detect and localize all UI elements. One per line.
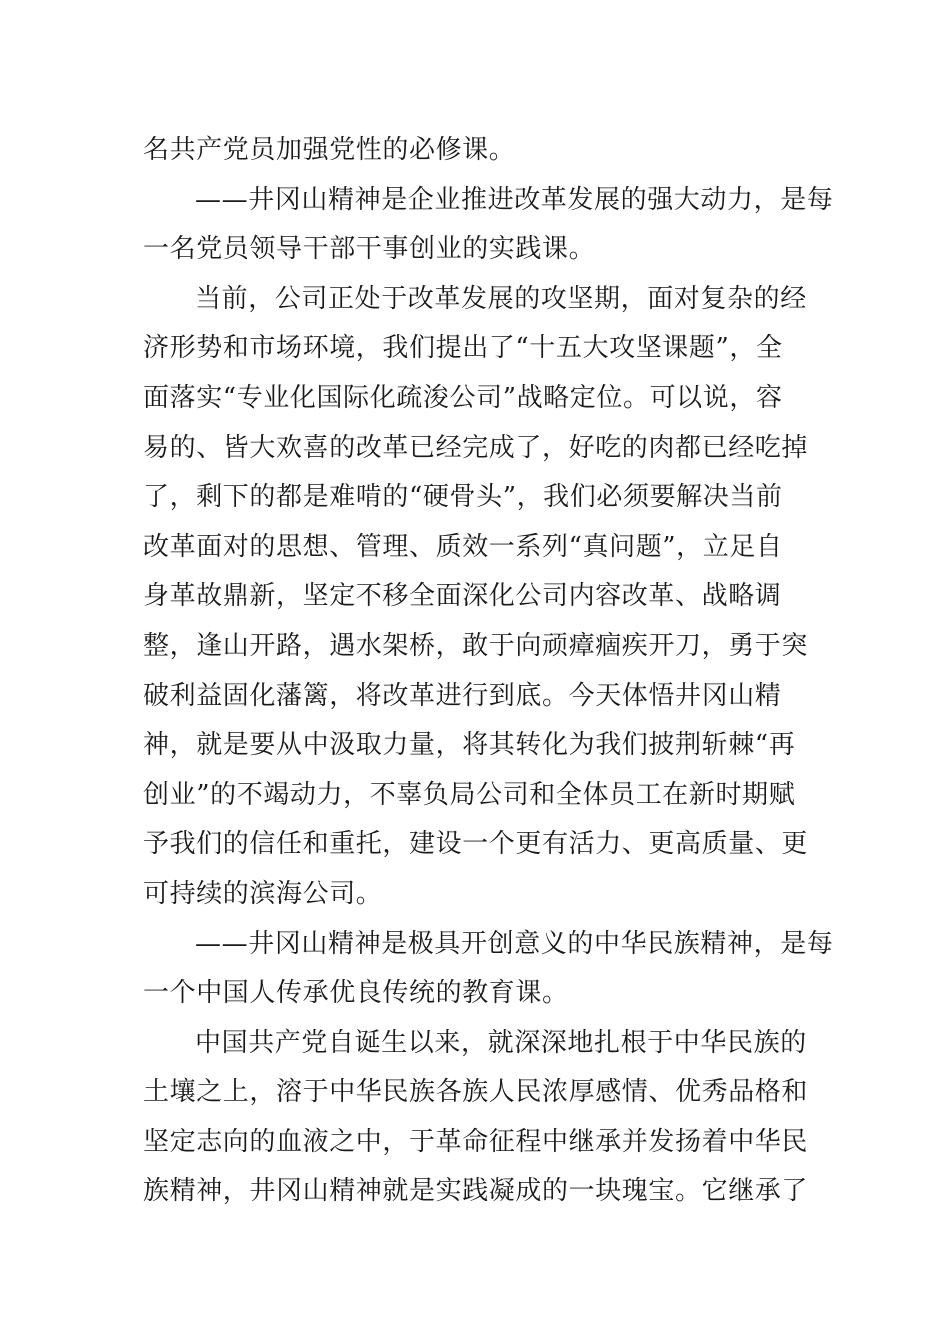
text-line: 破利益固化藩篱，将改革进行到底。今天体悟井冈山精 bbox=[143, 680, 782, 711]
text-line: 神，就是要从中汲取力量，将其转化为我们披荆斩棘“再 bbox=[143, 730, 796, 761]
text-line: 面落实“专业化国际化疏浚公司”战略定位。可以说，容 bbox=[143, 382, 783, 413]
text-line: ——井冈山精神是极具开创意义的中华民族精神，是每 bbox=[195, 928, 834, 959]
text-line: 改革面对的思想、管理、质效一系列“真问题”，立足自 bbox=[143, 531, 783, 562]
text-line: 一名党员领导干部干事创业的实践课。 bbox=[143, 234, 596, 265]
text-line: 济形势和市场环境，我们提出了“十五大攻坚课题”，全 bbox=[143, 333, 783, 364]
paragraph bbox=[143, 126, 808, 176]
text-line: 可持续的滨海公司。 bbox=[143, 878, 383, 909]
text-line: 中国共产党自诞生以来，就深深地扎根于中华民族的 bbox=[195, 1027, 807, 1058]
text-line: 一个中国人传承优良传统的教育课。 bbox=[143, 978, 569, 1009]
body-text bbox=[143, 126, 834, 1217]
text-line: 整，逢山开路，遇水架桥，敢于向顽瘴痼疾开刀，勇于突 bbox=[143, 630, 809, 661]
text-line: 族精神，井冈山精神就是实践凝成的一块瑰宝。它继承了 bbox=[143, 1176, 809, 1207]
paragraph bbox=[143, 176, 834, 275]
paragraph bbox=[143, 920, 834, 1019]
text-line: 名共产党员加强党性的必修课。 bbox=[143, 135, 516, 165]
text-line: 予我们的信任和重托，建设一个更有活力、更高质量、更 bbox=[143, 829, 809, 860]
text-line: 创业”的不竭动力，不辜负局公司和全体员工在新时期赋 bbox=[143, 779, 796, 810]
text-line: 身革故鼎新，坚定不移全面深化公司内容改革、战略调 bbox=[143, 581, 782, 612]
text-line: 易的、皆大欢喜的改革已经完成了，好吃的肉都已经吃掉 bbox=[143, 432, 809, 463]
text-line: 了，剩下的都是难啃的“硬骨头”，我们必须要解决当前 bbox=[143, 482, 783, 513]
paragraph bbox=[143, 1019, 808, 1217]
text-line: 土壤之上，溶于中华民族各族人民浓厚感情、优秀品格和 bbox=[143, 1077, 809, 1108]
text-line: 当前，公司正处于改革发展的攻坚期，面对复杂的经 bbox=[195, 283, 807, 314]
text-line: 坚定志向的血液之中，于革命征程中继承并发扬着中华民 bbox=[143, 1126, 809, 1157]
text-line: ——井冈山精神是企业推进改革发展的强大动力，是每 bbox=[195, 184, 834, 215]
paragraph bbox=[143, 275, 808, 920]
